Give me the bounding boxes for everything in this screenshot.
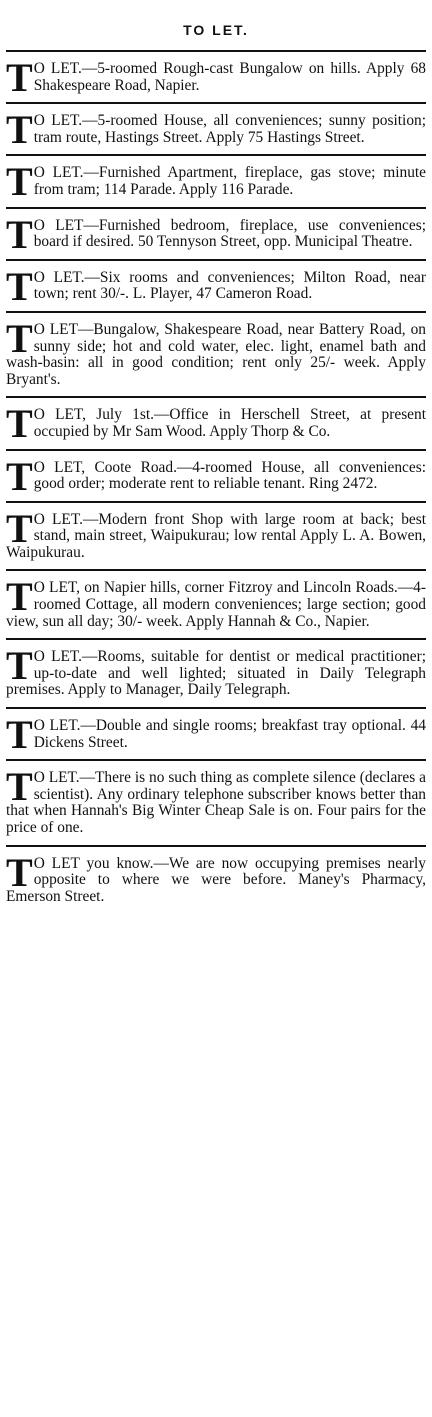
ad-text: O LET, on Napier hills, corner Fitzroy and Lincoln Roads.—4-roomed Cottage, all modern conveniences; large section; good view, sun all day; 30/- week. Apply Hannah & Co., Napier. bbox=[6, 579, 426, 630]
classified-ad bbox=[6, 313, 426, 396]
classified-ad bbox=[6, 261, 426, 311]
classified-ad bbox=[6, 847, 426, 914]
classified-ad bbox=[6, 503, 426, 570]
classified-ad bbox=[6, 571, 426, 638]
drop-cap: T bbox=[6, 505, 33, 551]
drop-cap: T bbox=[6, 764, 33, 810]
classified-ad bbox=[6, 451, 426, 501]
classified-ad bbox=[6, 52, 426, 102]
ad-text: O LET.—There is no such thing as complete silence (declares a scientist). Any ordinary telephone subscriber knows better than that when Hannah's Big Winter Cheap Sale is on. Four pairs for the price of one. bbox=[6, 769, 426, 836]
classified-ad bbox=[6, 709, 426, 759]
ad-text: O LET—Furnished bedroom, fireplace, use conveniences; board if desired. 50 Tennyson Street, opp. Municipal Theatre. bbox=[33, 216, 426, 251]
ad-text: O LET.—Furnished Apartment, fireplace, gas stove; minute from tram; 114 Parade. Apply 116 Parade. bbox=[33, 164, 426, 198]
classified-ad bbox=[6, 640, 426, 707]
ad-text: O LET you know.—We are now occupying premises nearly opposite to where we were before. Maney's Pharmacy, Emerson Street. bbox=[6, 854, 426, 905]
drop-cap: T bbox=[6, 211, 33, 257]
ad-text: O LET.—Double and single rooms; breakfast tray optional. 44 Dickens Street. bbox=[33, 717, 426, 751]
classified-ad bbox=[6, 398, 426, 448]
classified-ad bbox=[6, 209, 426, 259]
drop-cap: T bbox=[6, 263, 33, 309]
classified-ad bbox=[6, 104, 426, 154]
ad-text: O LET.—5-roomed Rough-cast Bungalow on hills. Apply 68 Shakespeare Road, Napier. bbox=[33, 60, 426, 94]
drop-cap: T bbox=[6, 643, 33, 689]
drop-cap: T bbox=[6, 55, 33, 100]
drop-cap: T bbox=[6, 712, 33, 758]
ad-text: O LET, July 1st.—Office in Herschell Street, at present occupied by Mr Sam Wood. Apply Thorp & Co. bbox=[33, 406, 426, 440]
ad-text: O LET, Coote Road.—4-roomed House, all conveniences: good order; moderate rent to reliable tenant. Ring 2472. bbox=[33, 458, 426, 493]
drop-cap: T bbox=[6, 574, 33, 620]
drop-cap: T bbox=[6, 315, 33, 361]
ad-text: O LET.—5-roomed House, all conveniences; sunny position; tram route, Hastings Street. Apply 75 Hastings Street. bbox=[33, 112, 426, 146]
drop-cap: T bbox=[6, 159, 33, 205]
classified-ad bbox=[6, 761, 426, 844]
drop-cap: T bbox=[6, 849, 33, 895]
ad-text: O LET—Bungalow, Shakespeare Road, near Battery Road, on sunny side; hot and cold water, elec. light, enamel bath and wash-basin: all in good condition; rent only 25/- week. Apply Bryant's. bbox=[6, 320, 426, 388]
section-heading: TO LET. bbox=[183, 22, 249, 38]
ad-text: O LET.—Modern front Shop with large room at back; best stand, main street, Waipukurau; low rental Apply L. A. Bowen, Waipukurau. bbox=[6, 510, 426, 561]
drop-cap: T bbox=[6, 401, 33, 447]
ad-text: O LET.—Rooms, suitable for dentist or medical practitioner; up-to-date and well lighted; situated in Daily Telegraph premises. Apply to Manager, Daily Telegraph. bbox=[6, 648, 426, 699]
ad-text: O LET.—Six rooms and conveniences; Milton Road, near town; rent 30/-. L. Player, 47 Cameron Road. bbox=[33, 268, 426, 303]
drop-cap: T bbox=[6, 107, 33, 153]
drop-cap: T bbox=[6, 453, 33, 499]
classified-ad bbox=[6, 156, 426, 206]
